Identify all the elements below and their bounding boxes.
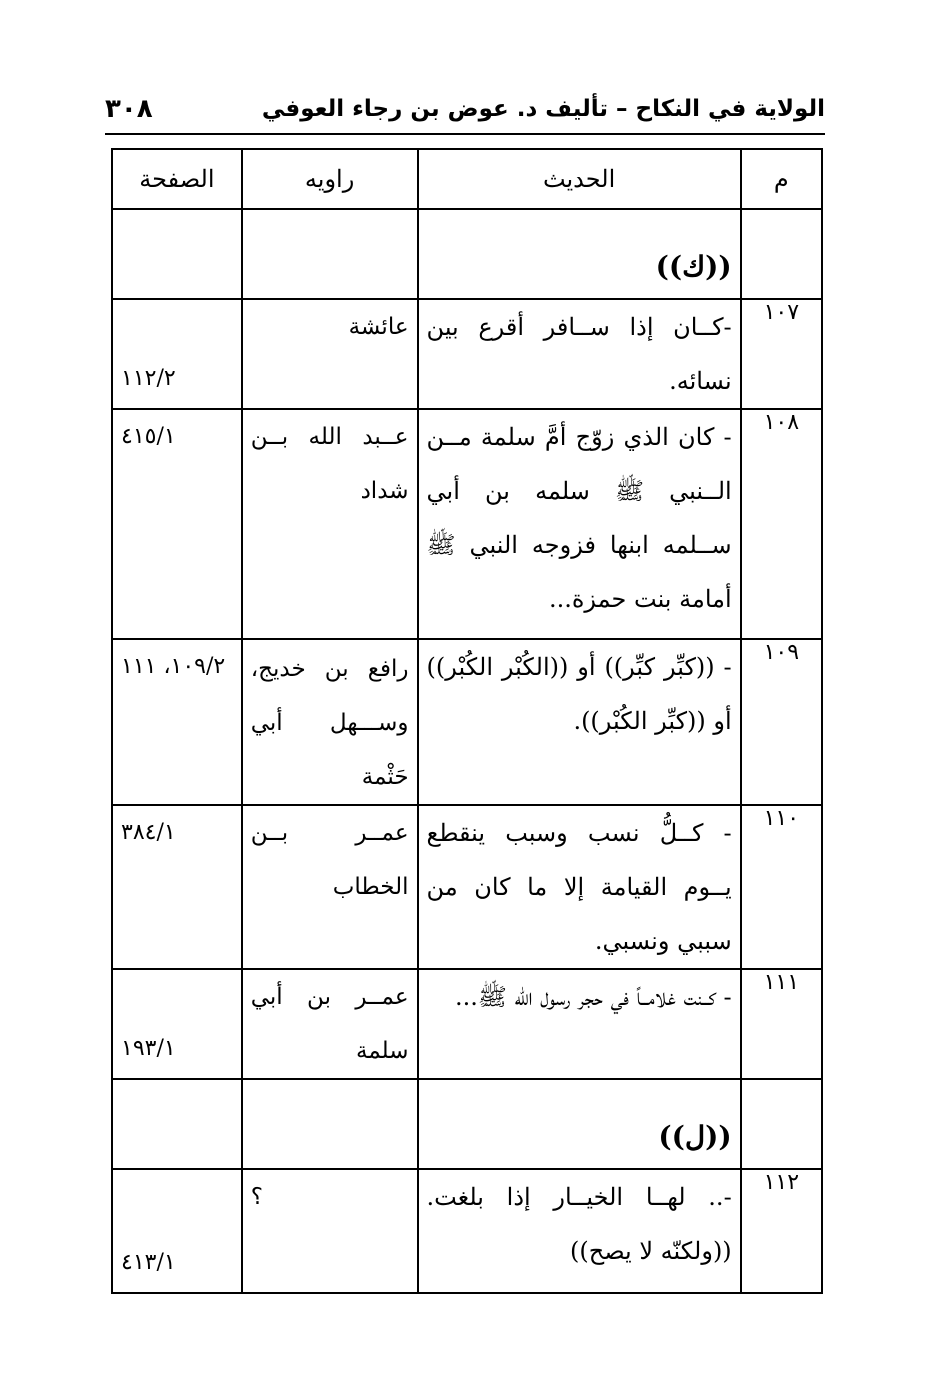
page-ref: ٤١٥/١ [112,409,242,639]
hadith-text: - كــلُّ نسب وسبب ينقطع يــوم القيامة إلا ما كان من سببي ونسبي. [418,805,741,969]
hadith-text: - كــنت غلامــاً في حجر رسول الله ﷺ... [418,969,741,1079]
page-ref: ١١٢/٢ [112,299,242,409]
hadith-text: - كان الذي زوّج أمَّ سلمة مــن الــنبي ﷺ سلمه بن أبي ســلمه ابنها فزوجه النبي ﷺ أمامة بنت حمزة... [418,409,741,639]
running-title: الولاية في النكاح – تأليف د. عوض بن رجاء العوفي [261,96,825,122]
row-num: ١١٠ [741,805,822,969]
row-num: ١٠٩ [741,639,822,805]
hadith-text: -.. لهــا الخيــار إذا بلغت. ((ولكنّه لا يصح)) [418,1169,741,1293]
narrator: عمــر بن أبي سلمة [242,969,418,1079]
hadith-text: -كــان إذا ســافر أقرع بين نسائه. [418,299,741,409]
row-num: ١٠٨ [741,409,822,639]
hadith-text: - ((كبِّر كبِّر)) أو ((الكُبْر الكُبْر)) أو ((كبِّر الكُبْر)). [418,639,741,805]
hadith-text [418,209,741,299]
row-num [741,1079,822,1169]
hadith-index-table [111,148,823,1294]
table-row [112,1169,822,1293]
row-num: ١٠٧ [741,299,822,409]
narrator [242,209,418,299]
narrator [242,1079,418,1169]
section-letter: ((ل)) [658,1120,732,1153]
column-header-hadith: الحديث [418,149,741,209]
narrator: ؟ [242,1169,418,1293]
letter-section-row [112,209,822,299]
page-ref [112,1079,242,1169]
section-letter: ((ك)) [655,250,732,283]
page-ref: ٤١٣/١ [112,1169,242,1293]
narrator: عــبد الله بــن شداد [242,409,418,639]
row-num [741,209,822,299]
header-divider [105,133,825,135]
page-ref: ١٩٣/١ [112,969,242,1079]
page-ref: ٣٨٤/١ [112,805,242,969]
table-row [112,409,822,639]
page-number: ٣٠٨ [105,94,153,124]
running-header [105,92,825,132]
row-num: ١١٢ [741,1169,822,1293]
table-row [112,639,822,805]
hadith-text [418,1079,741,1169]
table-row [112,299,822,409]
letter-section-row [112,1079,822,1169]
column-header-narrator: راويه [242,149,418,209]
page-ref: ١٠٩/٢، ١١١ [112,639,242,805]
column-header-page: الصفحة [112,149,242,209]
narrator: رافع بن خديج، وســـهل أبي حَثْمة [242,639,418,805]
narrator: عمــر بــن الخطاب [242,805,418,969]
page-ref [112,209,242,299]
table-row [112,805,822,969]
table-header-row [112,149,822,209]
table-row [112,969,822,1079]
narrator: عائشة [242,299,418,409]
column-header-num: م [741,149,822,209]
row-num: ١١١ [741,969,822,1079]
